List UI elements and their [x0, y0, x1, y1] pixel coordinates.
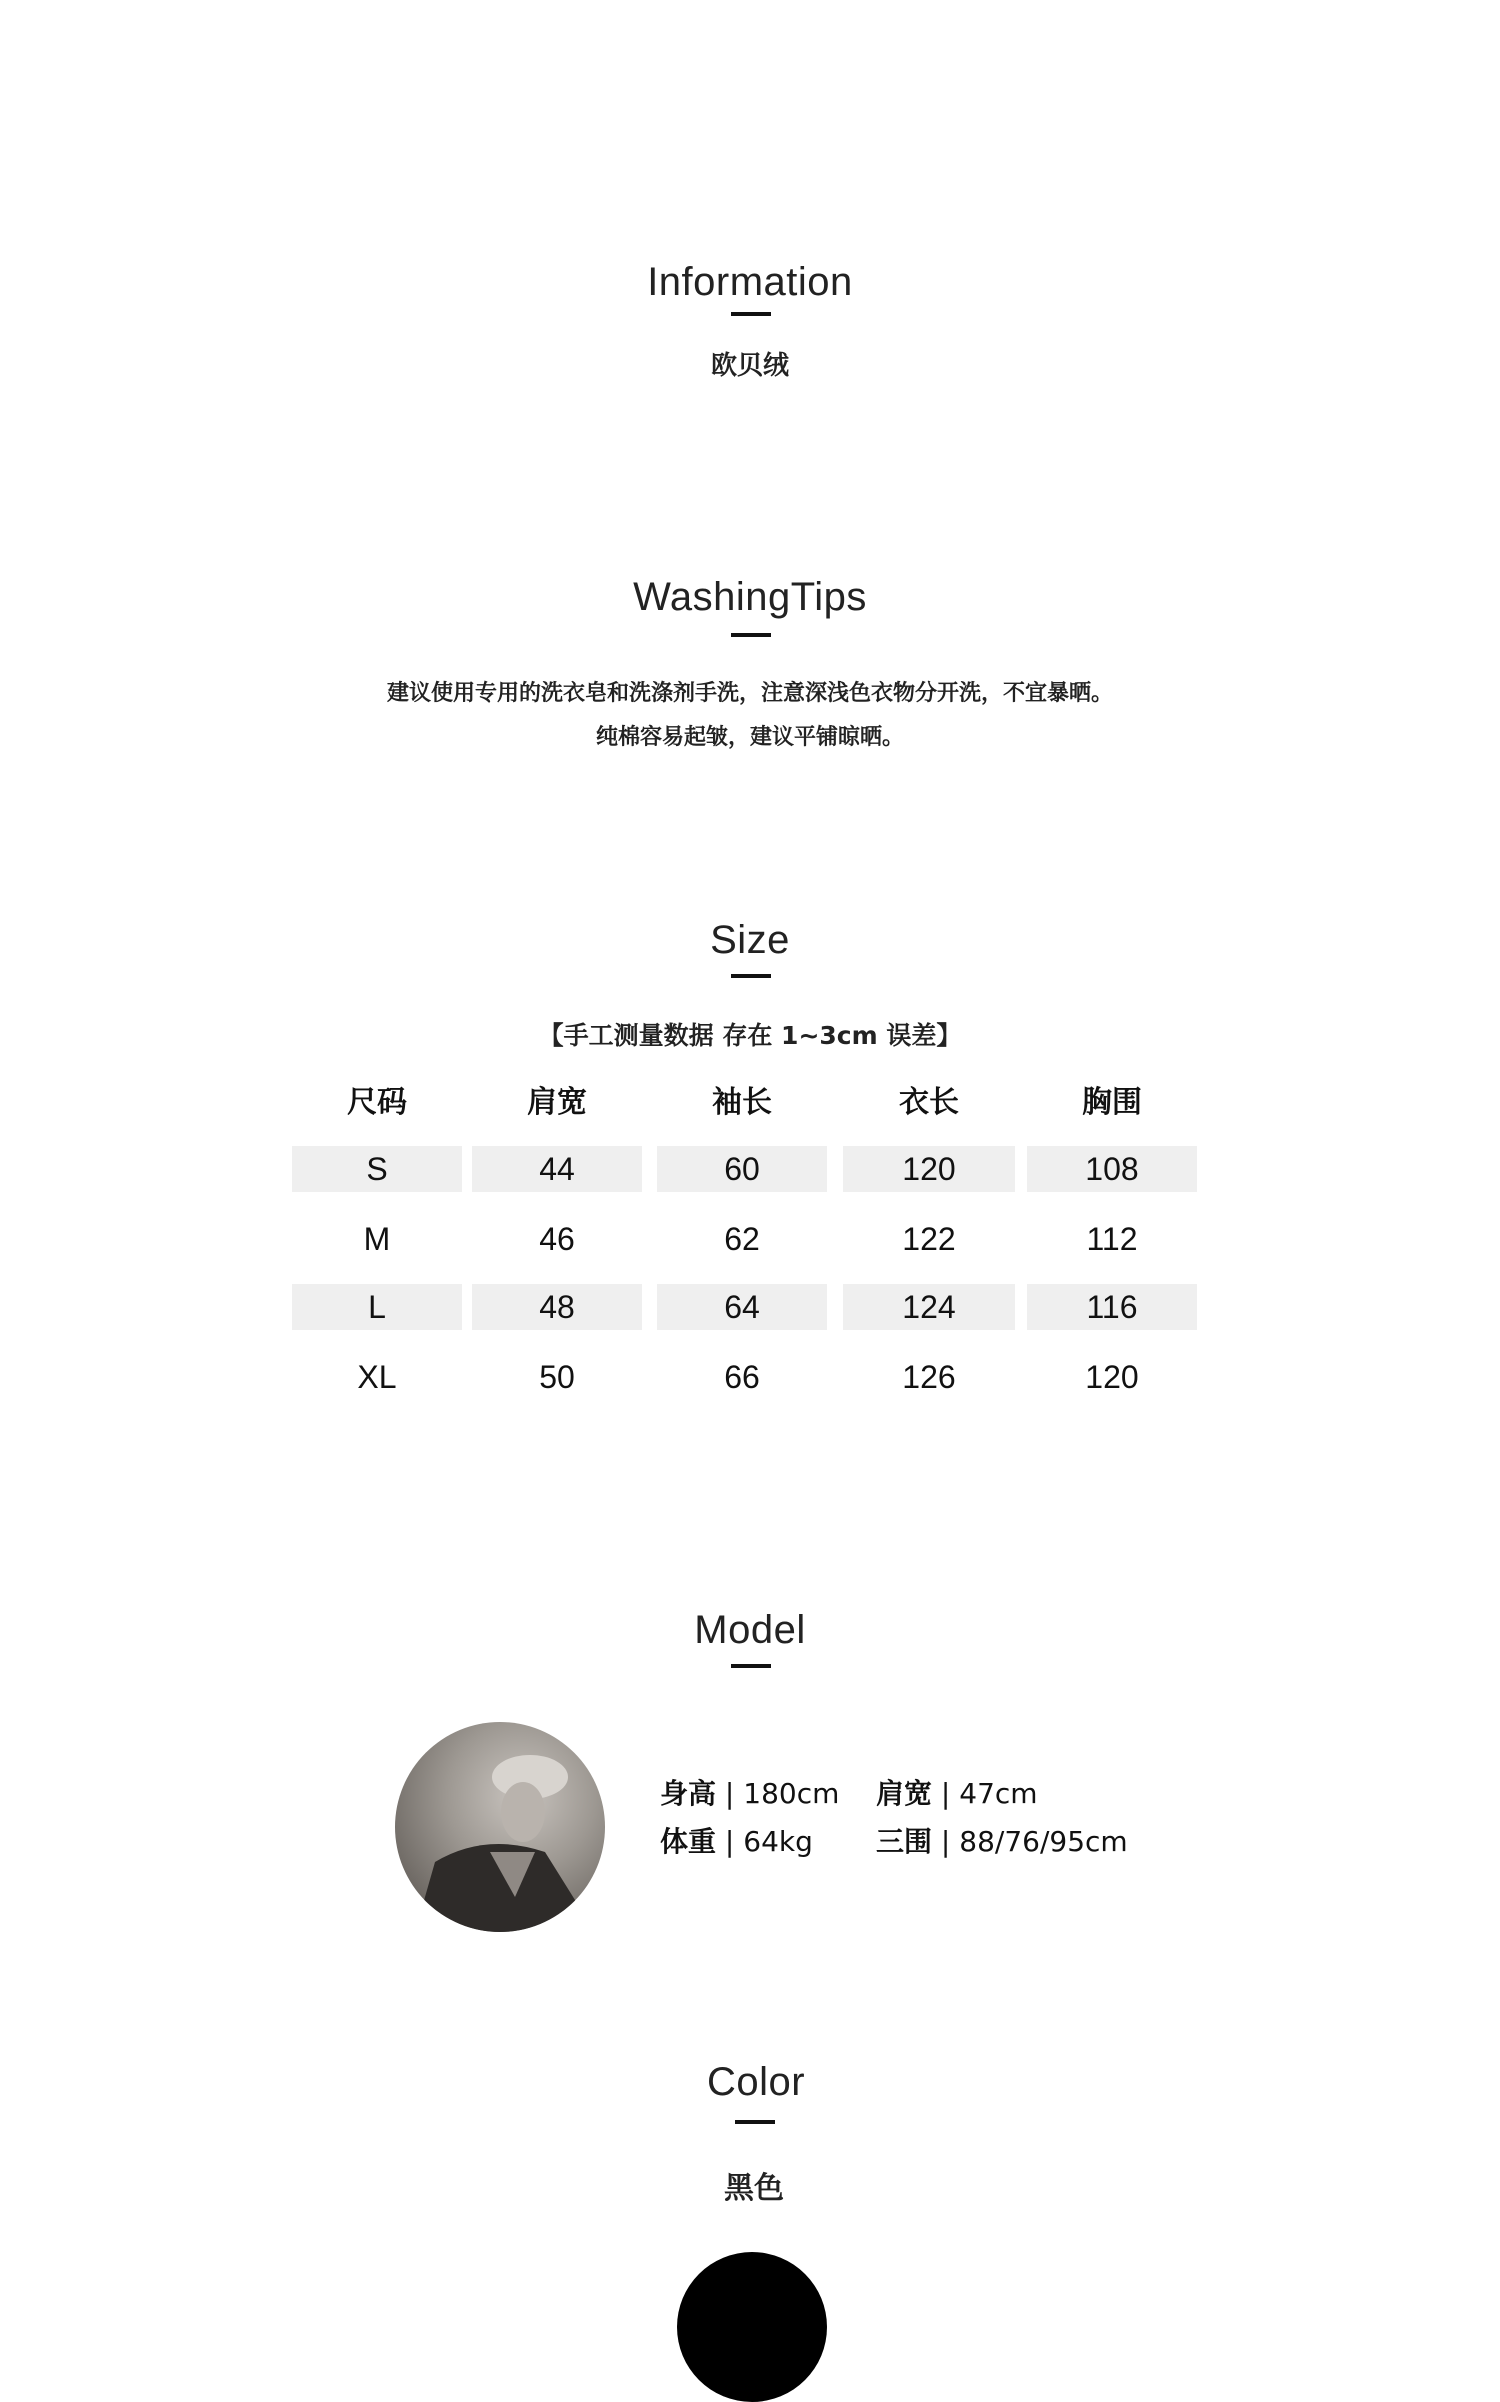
cell-size: XL [357, 1359, 397, 1395]
stat-value: 64kg [743, 1825, 813, 1858]
header-length: 衣长 [899, 1085, 959, 1120]
cell-chest: 112 [1086, 1221, 1138, 1257]
cell-sleeve: 64 [657, 1284, 827, 1330]
washing-title: WashingTips [633, 575, 867, 619]
cell-size: S [292, 1146, 462, 1192]
cell-chest: 120 [1085, 1359, 1139, 1395]
cell-shoulder: 46 [539, 1221, 575, 1257]
cell-shoulder: 48 [472, 1284, 642, 1330]
stat-label: 身高 [660, 1777, 717, 1810]
cell-sleeve: 62 [724, 1221, 760, 1257]
model-photo-icon [395, 1722, 605, 1932]
color-swatch [677, 2252, 827, 2402]
size-title: Size [710, 918, 790, 962]
information-title: Information [647, 260, 853, 304]
cell-chest: 116 [1027, 1284, 1197, 1330]
header-sleeve: 袖长 [712, 1085, 772, 1120]
washing-underline [731, 633, 771, 637]
color-title: Color [706, 2060, 806, 2104]
stat-value: 88/76/95cm [959, 1825, 1128, 1858]
header-chest: 胸围 [1082, 1085, 1142, 1120]
size-underline [731, 974, 771, 978]
cell-size: M [363, 1221, 391, 1257]
stat-label: 三围 [876, 1825, 933, 1858]
cell-shoulder: 44 [472, 1146, 642, 1192]
washing-line-1: 建议使用专用的洗衣皂和洗涤剂手洗，注意深浅色衣物分开洗，不宜暴晒。 [386, 681, 1113, 706]
cell-chest: 108 [1027, 1146, 1197, 1192]
model-underline [731, 1664, 771, 1668]
information-underline [731, 312, 771, 316]
stat-value: 47cm [959, 1777, 1038, 1810]
cell-length: 122 [902, 1221, 956, 1257]
header-shoulder: 肩宽 [527, 1085, 587, 1120]
stat-label: 肩宽 [876, 1777, 933, 1810]
stat-label: 体重 [660, 1825, 717, 1858]
table-row [292, 1284, 1202, 1330]
model-stat-height: 身高 | 180cm [660, 1777, 840, 1810]
cell-sleeve: 66 [724, 1359, 760, 1395]
table-row [292, 1354, 1202, 1400]
table-row [292, 1146, 1202, 1192]
cell-length: 126 [902, 1359, 956, 1395]
cell-sleeve: 60 [657, 1146, 827, 1192]
information-value: 欧贝绒 [710, 351, 789, 381]
table-row [292, 1216, 1202, 1262]
model-stat-weight: 体重 | 64kg [660, 1825, 813, 1858]
model-title: Model [694, 1608, 806, 1652]
cell-shoulder: 50 [539, 1359, 575, 1395]
model-stat-shoulder: 肩宽 | 47cm [876, 1777, 1038, 1810]
washing-line-2: 纯棉容易起皱，建议平铺晾晒。 [595, 725, 904, 750]
size-note: 【手工测量数据 存在 1~3cm 误差】 [538, 1021, 962, 1050]
model-stat-measurements: 三围 | 88/76/95cm [876, 1825, 1128, 1858]
header-size: 尺码 [347, 1085, 407, 1120]
color-value: 黑色 [724, 2171, 784, 2206]
cell-length: 120 [843, 1146, 1015, 1192]
color-underline [735, 2120, 775, 2124]
cell-length: 124 [843, 1284, 1015, 1330]
size-table-header [292, 1080, 1202, 1126]
cell-size: L [292, 1284, 462, 1330]
stat-value: 180cm [743, 1777, 840, 1810]
model-avatar [395, 1722, 605, 1932]
